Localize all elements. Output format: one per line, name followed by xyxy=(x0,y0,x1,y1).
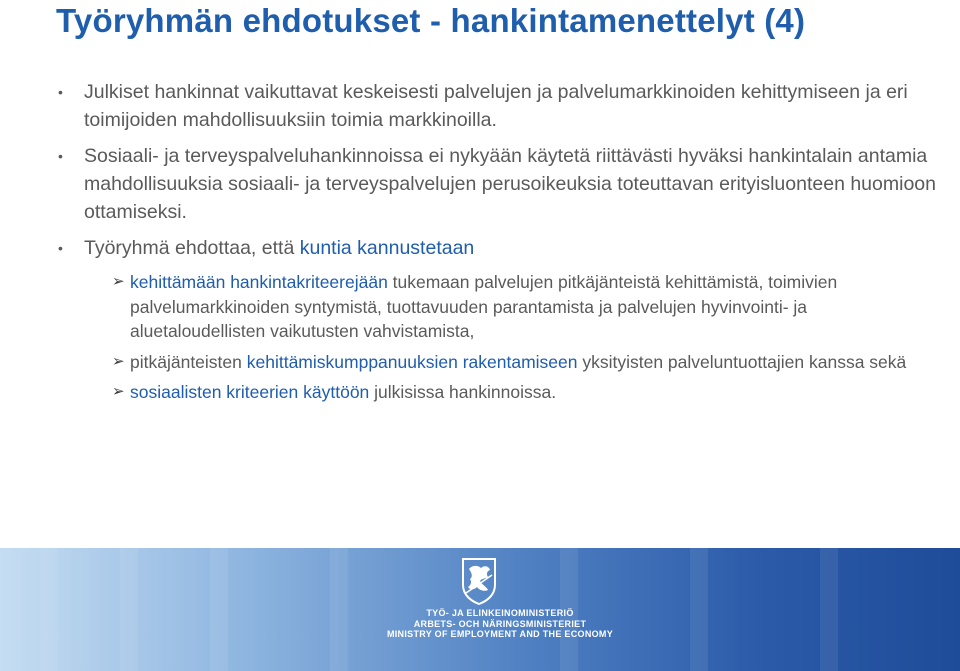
sub-bullet-highlight: kehittämään hankintakriteerejään xyxy=(130,272,388,292)
finnish-lion-coat-of-arms-icon xyxy=(460,557,498,605)
bullet-dot-icon: • xyxy=(58,84,63,100)
bullet-item xyxy=(56,78,946,134)
sub-bullet-item xyxy=(56,380,946,405)
bullet-item xyxy=(56,142,946,226)
footer-band xyxy=(0,548,960,671)
ministry-name-fi: TYÖ- JA ELINKEINOMINISTERIÖ xyxy=(426,608,574,618)
sub-bullet-text: tukemaan palvelujen pitkäjänteistä kehittämistä, toimivien palvelumarkkinoiden syntymistä, tuottavuuden parantamista ja palvelujen hyvinvointi- ja aluetaloudellisten vaikutusten vahvistamista, xyxy=(130,272,838,341)
arrow-bullet-icon: ➢ xyxy=(112,352,125,370)
sub-bullet-text: pitkäjänteisten xyxy=(130,351,247,372)
sub-bullet-highlight: kehittämiskumppanuuksien rakentamiseen xyxy=(246,351,578,372)
bullet-text: Julkiset hankinnat vaikuttavat keskeisesti palvelujen ja palvelumarkkinoiden kehittymiseen ja eri toimijoiden mahdollisuuksiin toimia markkinoilla. xyxy=(84,81,908,131)
arrow-bullet-icon: ➢ xyxy=(112,273,125,290)
sub-bullet-text: julkisissa hankinnoissa. xyxy=(369,382,557,402)
slide-content xyxy=(56,78,946,409)
bullet-item xyxy=(56,234,946,262)
ministry-name xyxy=(300,608,700,640)
sub-bullet-highlight: sosiaalisten kriteerien käyttöön xyxy=(130,382,370,402)
bullet-text: Sosiaali- ja terveyspalveluhankinnoissa ei nykyään käytetä riittävästi hyväksi hankintalain antamia mahdollisuuksia sosiaali- ja terveyspalvelujen perusoikeuksia toteuttavan erityisluonteen huomioon ottamiseksi. xyxy=(84,145,936,223)
sub-bullet-item xyxy=(56,270,946,344)
bullet-text: Työryhmä ehdottaa, että xyxy=(84,237,300,259)
sub-bullet-item xyxy=(56,350,946,375)
bullet-dot-icon: • xyxy=(58,148,63,164)
ministry-name-sv: ARBETS- OCH NÄRINGSMINISTERIET xyxy=(413,618,587,629)
bullet-dot-icon: • xyxy=(58,240,63,256)
slide-title: Työryhmän ehdotukset - hankintamenettelyt (4) xyxy=(56,2,806,39)
bullet-highlight: kuntia kannustetaan xyxy=(299,237,475,259)
ministry-name-en: MINISTRY OF EMPLOYMENT AND THE ECONOMY xyxy=(386,629,614,639)
sub-bullet-text: yksityisten palveluntuottajien kanssa sekä xyxy=(577,351,907,372)
arrow-bullet-icon: ➢ xyxy=(112,383,125,400)
